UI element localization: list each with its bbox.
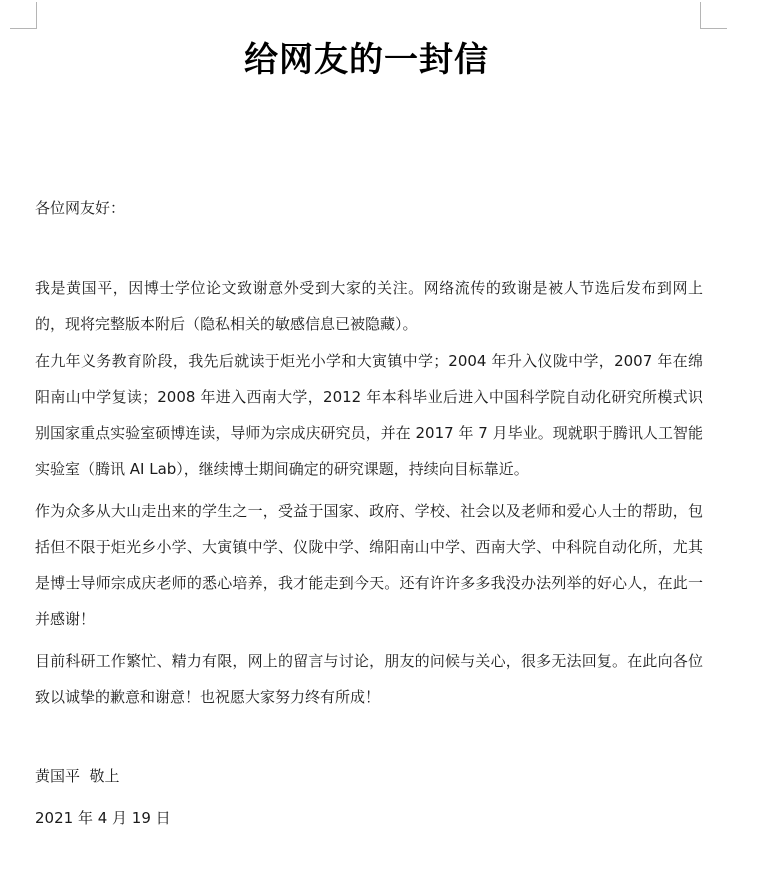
- page-corner-mark-top-right: [700, 2, 727, 29]
- document-title: 给网友的一封信: [244, 40, 489, 80]
- letter-paragraph-4: 目前科研工作繁忙、精力有限，网上的留言与讨论，朋友的问候与关心，很多无法回复。在此向各位致以诚挚的歉意和谢意！也祝愿大家努力终有所成！: [35, 652, 703, 706]
- letter-paragraph-3: 作为众多从大山走出来的学生之一，受益于国家、政府、学校、社会以及老师和爱心人士的帮助，包括但不限于炬光乡小学、大寅镇中学、仪陇中学、绵阳南山中学、西南大学、中科院自动化所，尤其是博士导师宗成庆老师的悉心培养，我才能走到今天。还有许许多多我没办法列举的好心人，在此一并感谢！: [35, 502, 703, 628]
- letter-paragraph-2: 在九年义务教育阶段，我先后就读于炬光小学和大寅镇中学；2004 年升入仪陇中学，2007 年在绵阳南山中学复读；2008 年进入西南大学，2012 年本科毕业后进入中国科学院自动化研究所模式识别国家重点实验室硕博连读，导师为宗成庆研究员，并在 2017 年 7 月毕业。现就职于腾讯人工智能实验室（腾讯 AI Lab），继续博士期间确定的研究课题，持续向目标靠近。: [35, 352, 703, 478]
- page-corner-mark-top-left: [10, 2, 37, 29]
- letter-greeting: 各位网友好：: [35, 199, 126, 217]
- letter-date: 2021 年 4 月 19 日: [35, 809, 171, 827]
- letter-paragraph-1: 我是黄国平，因博士学位论文致谢意外受到大家的关注。网络流传的致谢是被人节选后发布到网上的，现将完整版本附后（隐私相关的敏感信息已被隐藏）。: [35, 279, 703, 333]
- letter-signature: 黄国平 敬上: [35, 767, 120, 785]
